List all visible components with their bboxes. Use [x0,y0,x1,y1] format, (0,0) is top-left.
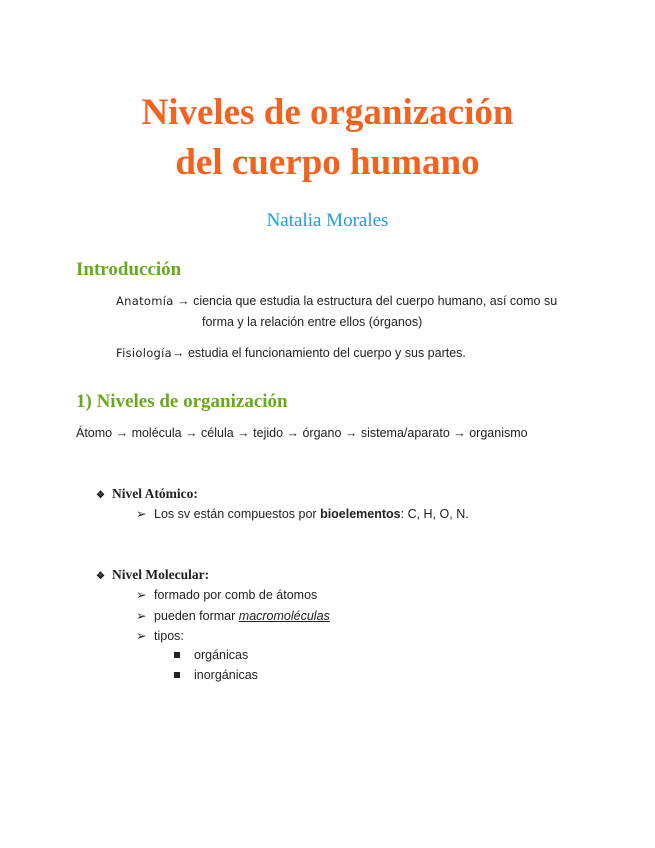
title-line-1: Niveles de organización [141,92,514,133]
fisiologia-line [116,346,466,360]
anatomia-line [116,294,557,308]
document-title [0,88,655,188]
arrowhead-bullet-icon: ➢ [136,588,147,602]
section1-heading: 1) Niveles de organización [76,391,288,412]
molecular-item-2-text: pueden formar [154,609,239,623]
anatomia-term: Anatomía [116,294,174,308]
nivel-atomico-label: Nivel Atómico: [112,486,198,501]
molecular-item-2 [136,608,330,623]
fisiologia-term: Fisiología [116,346,172,360]
arrowhead-bullet-icon: ➢ [136,629,147,643]
molecular-subitem-2 [174,668,258,682]
diamond-bullet-icon: ❖ [96,571,105,582]
atomico-item-elements: : C, H, O, N. [400,507,469,521]
molecular-item-3-text: tipos: [154,629,184,643]
square-bullet-icon [174,672,180,678]
intro-heading: Introducción [76,259,182,280]
nivel-atomico-item [136,506,469,521]
molecular-item-1 [136,587,317,602]
title-line-2: del cuerpo humano [175,142,480,183]
organization-chain: Átomo → molécula → célula → tejido → órgano → sistema/aparato → organismo [76,426,528,440]
square-bullet-icon [174,652,180,658]
nivel-molecular-title [96,567,209,583]
anatomia-definition-cont: forma y la relación entre ellos (órganos) [202,315,423,329]
anatomia-arrow: → [177,294,190,308]
fisiologia-arrow: → [171,346,185,360]
molecular-subitem-1 [174,648,248,662]
arrowhead-bullet-icon: ➢ [136,609,147,623]
atomico-item-text: Los sv están compuestos por [154,507,321,521]
fisiologia-definition: estudia el funcionamiento del cuerpo y sus partes. [187,346,466,360]
macromoleculas-link[interactable]: macromoléculas [238,609,330,623]
subitem-organicas: orgánicas [194,648,249,662]
arrowhead-bullet-icon: ➢ [136,507,147,521]
bioelementos-term: bioelementos [320,507,401,521]
nivel-atomico-title [96,486,198,502]
anatomia-definition: ciencia que estudia la estructura del cuerpo humano, así como su [193,294,558,308]
subitem-inorganicas: inorgánicas [194,668,258,682]
diamond-bullet-icon: ❖ [96,490,105,501]
author-name: Natalia Morales [266,210,389,231]
molecular-item-3 [136,628,184,643]
molecular-item-1-text: formado por comb de átomos [154,588,318,602]
nivel-molecular-label: Nivel Molecular: [112,567,210,582]
